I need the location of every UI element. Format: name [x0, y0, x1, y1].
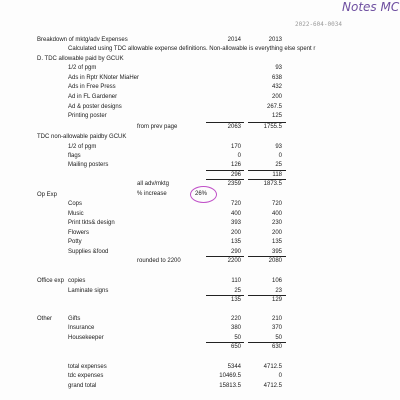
- row-value-2013: 720: [271, 201, 282, 207]
- row-value-2013: 210: [271, 316, 282, 322]
- row-value-2013: 395: [271, 249, 282, 255]
- row-label: Housekeeper: [68, 335, 104, 341]
- row-value-2014: 720: [230, 201, 241, 207]
- total-2013: 0: [278, 373, 282, 379]
- increase-label: % increase: [137, 191, 167, 197]
- row-value-2013: 93: [275, 144, 282, 150]
- sum-line: [248, 256, 286, 257]
- row-value-2013: 50: [275, 335, 282, 341]
- row-value-2013: 200: [271, 230, 282, 236]
- subtotal-label: rounded to 2200: [137, 258, 181, 264]
- row-value-2014: 170: [230, 144, 241, 150]
- handwritten-note: Notes MC: [342, 0, 400, 14]
- row-value-2013: 23: [275, 288, 282, 294]
- row-value-2014: 0: [237, 153, 241, 159]
- row-value-2013: 135: [271, 239, 282, 245]
- row-label: Ad & poster designs: [68, 104, 122, 110]
- sum-line: [248, 122, 286, 123]
- section-heading-op-exp: Op Exp: [37, 192, 58, 198]
- doc-title: Breakdown of mktg/adv Expenses: [37, 37, 128, 43]
- row-value-2014: 25: [234, 288, 241, 294]
- total-2013: 4712.5: [263, 364, 282, 370]
- row-value-2014: 393: [230, 220, 241, 226]
- row-label: Mailing posters: [68, 162, 109, 168]
- definition-note: Calculated using TDC allowable expense definitions. Non-allowable is everything else spent r: [68, 46, 316, 52]
- row-value-2013: 125: [271, 113, 282, 119]
- row-label: Flowers: [68, 230, 90, 236]
- row-label: copies: [68, 278, 86, 284]
- col-header-2013: 2013: [268, 37, 282, 43]
- row-label: 1/2 of pgm: [68, 144, 97, 150]
- section-heading-other: Other: [37, 316, 53, 322]
- row-value-2014: 380: [230, 325, 241, 331]
- total-2014: 5344: [227, 364, 241, 370]
- total-2013: 4712.5: [263, 383, 282, 389]
- sum-line: [248, 295, 286, 296]
- subtotal-2013: 118: [272, 172, 282, 178]
- row-label: Music: [68, 211, 84, 217]
- sum-line: [206, 342, 244, 343]
- section-heading-gcuk: D. TDC allowable paid by GCUK: [37, 56, 124, 62]
- row-label: Gifts: [68, 316, 81, 322]
- sum-line: [206, 122, 244, 123]
- row-value-2014: 200: [230, 230, 241, 236]
- all-adv-label: all adv/mktg: [137, 181, 170, 187]
- row-label: 1/2 of pgm: [68, 65, 97, 71]
- row-value-2013: 432: [271, 84, 282, 90]
- col-header-2014: 2014: [227, 37, 241, 43]
- row-value-2014: 50: [234, 335, 241, 341]
- total-2014: 15813.5: [219, 383, 241, 389]
- section-heading-non-allowable: TDC non-allowable paidby GCUK: [37, 134, 127, 140]
- row-value-2013: 267.5: [266, 104, 282, 110]
- section-heading-office: Office exp: [37, 278, 64, 284]
- row-value-2013: 25: [275, 162, 282, 168]
- increase-value: 26%: [195, 191, 208, 197]
- row-value-2013: 106: [271, 278, 282, 284]
- subtotal-2014: 2063: [227, 124, 241, 130]
- row-label: Cops: [68, 201, 83, 207]
- subtotal-2014: 650: [230, 344, 241, 350]
- row-value-2014: 126: [230, 162, 241, 168]
- row-label: Ads in Rptr KNoter MiaHer: [68, 75, 140, 81]
- row-value-2013: 370: [271, 325, 282, 331]
- sum-line: [206, 179, 244, 180]
- row-label: Ad in FL Gardener: [68, 94, 118, 100]
- row-label: Ads in Free Press: [68, 84, 116, 90]
- subtotal-label: from prev page: [137, 124, 178, 130]
- subtotal-2014: 2200: [227, 258, 241, 264]
- row-label: Potty: [68, 239, 82, 245]
- row-label: Printing poster: [68, 113, 107, 119]
- sum-line: [206, 295, 244, 296]
- row-label: Print tkts& design: [68, 220, 115, 226]
- subtotal-2013: 630: [271, 344, 282, 350]
- sum-line: [248, 179, 286, 180]
- row-label: Insurance: [68, 325, 95, 331]
- sum-line: [248, 342, 286, 343]
- total-label: tdc expenses: [68, 373, 104, 379]
- subtotal-2013: 129: [271, 297, 282, 303]
- subtotal-2014: 296: [230, 172, 241, 178]
- sum-line: [248, 170, 286, 171]
- row-value-2014: 135: [230, 239, 241, 245]
- row-value-2014: 400: [230, 211, 241, 217]
- row-value-2013: 93: [275, 65, 282, 71]
- row-value-2014: 290: [230, 249, 241, 255]
- row-label: Supplies &food: [68, 249, 109, 255]
- total-2014: 10469.5: [219, 373, 241, 379]
- row-value-2013: 638: [271, 75, 282, 81]
- total-label: total expenses: [68, 364, 107, 370]
- row-value-2014: 110: [231, 278, 241, 284]
- row-label: Laminate signs: [68, 288, 109, 294]
- row-value-2013: 0: [278, 153, 282, 159]
- row-value-2013: 200: [271, 94, 282, 100]
- sum-line: [206, 170, 244, 171]
- row-label: flags: [68, 153, 81, 159]
- subtotal-2013: 1755.5: [263, 124, 282, 130]
- all-adv-2013: 1873.5: [263, 181, 282, 187]
- total-label: grand total: [68, 383, 97, 389]
- all-adv-2014: 2359: [227, 181, 241, 187]
- row-value-2013: 230: [271, 220, 282, 226]
- row-value-2014: 220: [230, 316, 241, 322]
- stamp-id: 2022-604-0034: [295, 21, 342, 28]
- subtotal-2013: 2080: [268, 258, 282, 264]
- row-value-2013: 400: [271, 211, 282, 217]
- subtotal-2014: 135: [230, 297, 241, 303]
- sum-line: [206, 256, 244, 257]
